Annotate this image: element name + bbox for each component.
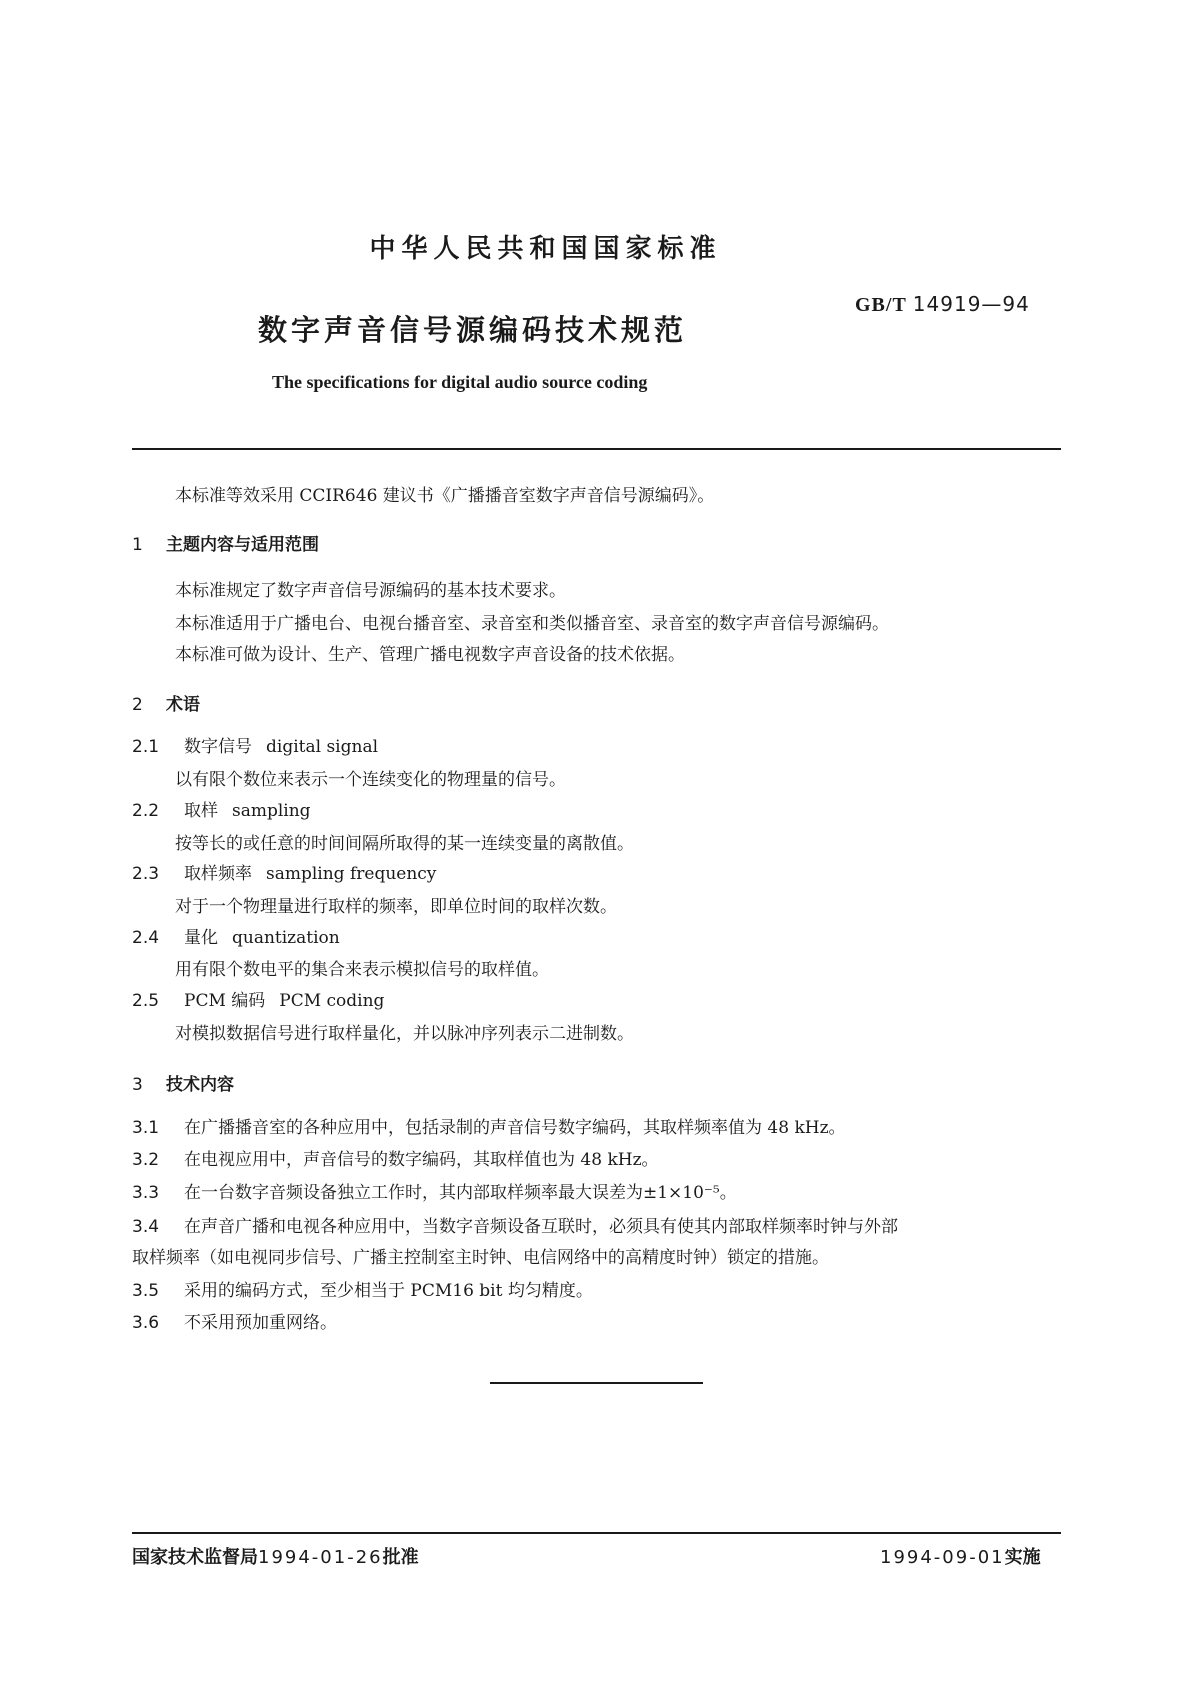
footer-divider [132,1532,1061,1534]
term-definition: 用有限个数电平的集合来表示模拟信号的取样值。 [175,960,549,980]
clause-text: 在一台数字音频设备独立工作时，其内部取样频率最大误差为±1×10⁻⁵。 [184,1183,737,1203]
clause-text: 在电视应用中，声音信号的数字编码，其取样值也为 48 kHz。 [184,1150,659,1170]
section-3-number: 3 [132,1075,143,1095]
clause-number: 3.6 [132,1313,160,1333]
clause [132,1217,898,1237]
intro-paragraph: 本标准等效采用 CCIR646 建议书《广播播音室数字声音信号源编码》。 [175,486,715,506]
section-2-number: 2 [132,695,143,715]
term-heading [132,737,378,757]
clause-number: 3.1 [132,1118,160,1138]
term-en: sampling frequency [266,864,437,884]
clause-text: 采用的编码方式，至少相当于 PCM16 bit 均匀精度。 [184,1281,593,1301]
clause [132,1150,659,1170]
section-2-heading [132,690,200,715]
clause-number: 3.4 [132,1217,160,1237]
section-1-number: 1 [132,535,143,555]
clause-text: 在声音广播和电视各种应用中，当数字音频设备互联时，必须具有使其内部取样频率时钟与外部 [184,1217,898,1237]
effective-label: 实施 [1004,1547,1041,1568]
term-en: digital signal [266,737,379,757]
clause [132,1281,593,1301]
clause-number: 3.2 [132,1150,160,1170]
approval-info [132,1543,419,1569]
term-definition: 按等长的或任意的时间间隔所取得的某一连续变量的离散值。 [175,834,634,854]
clause-continuation: 取样频率（如电视同步信号、广播主控制室主时钟、电信网络中的高精度时钟）锁定的措施。 [132,1248,829,1268]
document-title-cn: 数字声音信号源编码技术规范 [258,313,688,347]
standard-code-number: 14919—94 [912,292,1030,316]
header-divider [132,448,1061,450]
section-3-title: 技术内容 [166,1075,234,1095]
term-heading [132,801,311,821]
term-en: quantization [232,928,340,948]
standard-code [855,292,1030,317]
clause [132,1183,737,1203]
approval-label: 批准 [382,1547,419,1568]
term-definition: 对模拟数据信号进行取样量化，并以脉冲序列表示二进制数。 [175,1024,634,1044]
term-cn: 取样 [184,801,218,821]
term-heading [132,991,384,1011]
term-cn: 取样频率 [184,864,252,884]
clause-text: 在广播播音室的各种应用中，包括录制的声音信号数字编码，其取样频率值为 48 kHz。 [184,1118,846,1138]
term-en: sampling [232,801,311,821]
clause-text: 不采用预加重网络。 [184,1313,337,1333]
term-heading [132,928,340,948]
term-definition: 以有限个数位来表示一个连续变化的物理量的信号。 [175,770,566,790]
term-number: 2.3 [132,864,160,884]
end-of-text-rule [490,1382,703,1384]
term-cn: 数字信号 [184,737,252,757]
effective-info [880,1543,1041,1569]
effective-date: 1994-09-01 [880,1547,1005,1568]
section-2-title: 术语 [166,695,200,715]
national-standard-heading: 中华人民共和国国家标准 [369,234,722,264]
term-en: PCM coding [279,991,385,1011]
standard-code-prefix: GB/T [855,294,907,316]
document-title-en: The specifications for digital audio source coding [272,372,648,392]
section-3-heading [132,1070,234,1095]
clause-number: 3.3 [132,1183,160,1203]
term-number: 2.2 [132,801,160,821]
term-number: 2.5 [132,991,160,1011]
term-heading [132,864,436,884]
approval-date: 1994-01-26 [258,1547,383,1568]
term-number: 2.1 [132,737,160,757]
clause [132,1313,337,1333]
section-1-paragraph: 本标准规定了数字声音信号源编码的基本技术要求。 [175,581,566,601]
section-1-heading [132,530,319,555]
term-definition: 对于一个物理量进行取样的频率，即单位时间的取样次数。 [175,897,617,917]
clause [132,1118,846,1138]
section-1-title: 主题内容与适用范围 [166,535,319,555]
section-1-paragraph: 本标准适用于广播电台、电视台播音室、录音室和类似播音室、录音室的数字声音信号源编码。 [175,614,889,634]
approver: 国家技术监督局 [132,1547,258,1568]
term-cn: 量化 [184,928,218,948]
section-1-paragraph: 本标准可做为设计、生产、管理广播电视数字声音设备的技术依据。 [175,645,685,665]
clause-number: 3.5 [132,1281,160,1301]
term-cn: PCM 编码 [184,991,266,1011]
term-number: 2.4 [132,928,160,948]
